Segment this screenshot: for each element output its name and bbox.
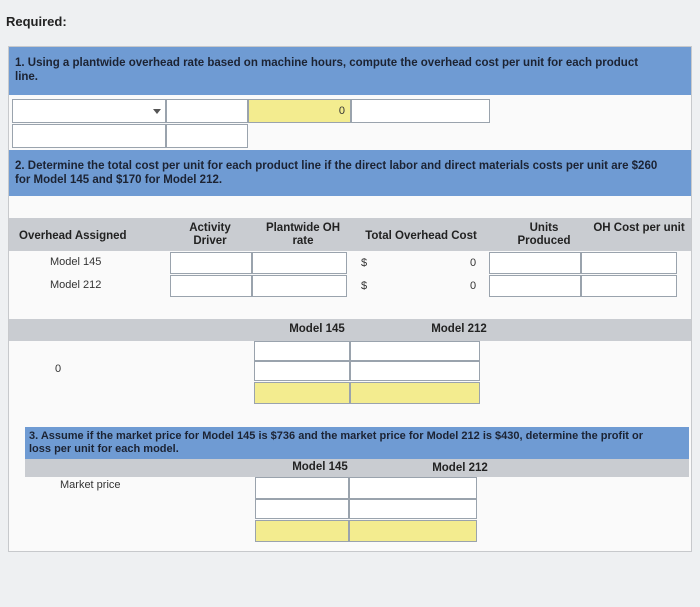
required-label: Required:	[6, 14, 67, 29]
cost-model-145-input-1[interactable]	[254, 341, 350, 361]
q1-input-d[interactable]	[166, 124, 248, 148]
model-145-oh-cost-input[interactable]	[581, 252, 677, 274]
q1-input-a[interactable]	[166, 99, 248, 123]
cost-row-value: 0	[55, 363, 62, 375]
q3-header-model-145: Model 145	[292, 461, 348, 473]
header-activity-driver: Activity Driver	[189, 222, 231, 247]
model-145-rate-input[interactable]	[252, 252, 347, 274]
q3-model-145-profit[interactable]	[255, 520, 349, 542]
q1-header-band	[9, 47, 691, 95]
market-price-model-212-input[interactable]	[349, 477, 477, 499]
header-total-overhead-cost: Total Overhead Cost	[365, 230, 477, 242]
header-model-212: Model 212	[431, 323, 487, 335]
model-212-units-input[interactable]	[489, 275, 581, 297]
header-overhead-assigned: Overhead Assigned	[19, 230, 127, 242]
q1-input-b[interactable]	[351, 99, 490, 123]
q3-header-band	[25, 427, 689, 459]
q3-text: 3. Assume if the market price for Model 145 is $736 and the market price for Model 212 is $430, determine the profit or loss per unit for each model.	[29, 430, 643, 455]
model-145-units-input[interactable]	[489, 252, 581, 274]
q3-header-model-212: Model 212	[432, 462, 488, 474]
q3-model-212-profit[interactable]	[349, 520, 477, 542]
q2-text: 2. Determine the total cost per unit for each product line if the direct labor and direct materials costs per unit are $260 for Model 145 and $170 for Model 212.	[15, 160, 658, 186]
model-145-currency: $	[361, 257, 368, 269]
q1-dropdown[interactable]	[12, 99, 166, 123]
cost-model-212-input-2[interactable]	[350, 361, 480, 381]
cost-model-145-total[interactable]	[254, 382, 350, 404]
q1-input-c[interactable]	[12, 124, 166, 148]
row-label-model-212: Model 212	[50, 279, 102, 291]
q2-cost-table-header	[9, 319, 691, 341]
q1-text: 1. Using a plantwide overhead rate based on machine hours, compute the overhead cost per unit for each product line.	[15, 57, 639, 83]
model-212-oh-cost-input[interactable]	[581, 275, 677, 297]
q3-table-header	[25, 459, 689, 477]
cost-model-145-input-2[interactable]	[254, 361, 350, 381]
model-145-activity-driver-input[interactable]	[170, 252, 252, 274]
model-212-activity-driver-input[interactable]	[170, 275, 252, 297]
q3-model-212-input-2[interactable]	[349, 499, 477, 519]
q2-table-header	[9, 218, 691, 251]
model-212-currency: $	[361, 280, 368, 292]
q3-model-145-input-2[interactable]	[255, 499, 349, 519]
header-units-produced: Units Produced	[517, 222, 571, 247]
cost-model-212-total[interactable]	[350, 382, 480, 404]
header-model-145: Model 145	[289, 323, 345, 335]
model-145-total-overhead: 0	[470, 257, 477, 269]
q1-result-cell[interactable]	[248, 99, 351, 123]
q1-result-value: 0	[338, 105, 345, 117]
market-price-label: Market price	[60, 479, 121, 491]
q2-header-band	[9, 150, 691, 196]
header-oh-cost-per-unit: OH Cost per unit	[593, 222, 685, 234]
market-price-model-145-input[interactable]	[255, 477, 349, 499]
header-plantwide-oh-rate: Plantwide OH rate	[265, 222, 341, 247]
model-212-total-overhead: 0	[470, 280, 477, 292]
row-label-model-145: Model 145	[50, 256, 102, 268]
model-212-rate-input[interactable]	[252, 275, 347, 297]
chevron-down-icon	[153, 109, 161, 114]
cost-model-212-input-1[interactable]	[350, 341, 480, 361]
